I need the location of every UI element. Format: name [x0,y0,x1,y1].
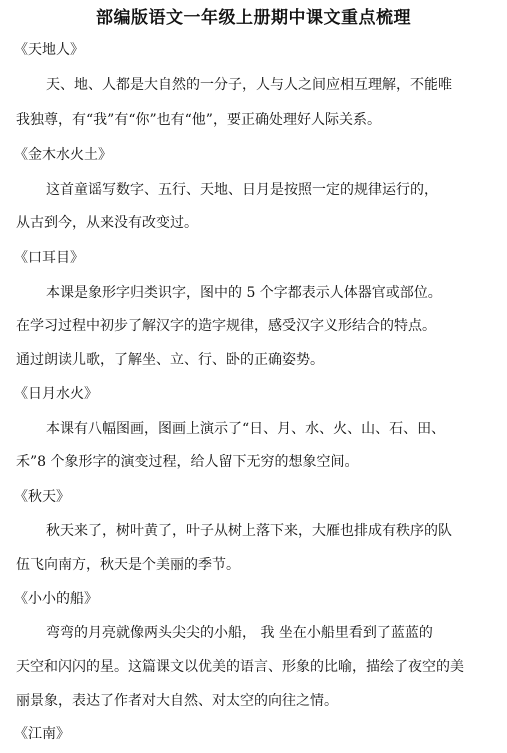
paragraph-line: 伍飞向南方，秋天是个美丽的季节。 [16,557,240,573]
section-heading-tiandiren: 《天地人》 [14,42,84,58]
paragraph-line: 丽景象，表达了作者对大自然、对太空的向往之情。 [16,693,338,709]
paragraph-line: 弯弯的月亮就像两头尖尖的小船， 我 坐在小船里看到了蓝蓝的 [46,625,433,641]
paragraph-line: 秋天来了，树叶黄了，叶子从树上落下来，大雁也排成有秩序的队 [46,523,452,539]
paragraph-line: 本课有八幅图画，图画上演示了“日、月、水、火、山、石、田、 [46,421,446,437]
paragraph-line: 天空和闪闪的星。这篇课文以优美的语言、形象的比喻，描绘了夜空的美 [16,659,464,675]
section-heading-kouermu: 《口耳目》 [14,250,84,266]
paragraph-line: 从古到今，从来没有改变过。 [16,215,198,231]
paragraph-line: 我独尊，有“我”有“你”也有“他”，要正确处理好人际关系。 [16,112,381,128]
paragraph-line: 通过朗读儿歌，了解坐、立、行、卧的正确姿势。 [16,352,324,368]
paragraph-line: 天、地、人都是大自然的一分子，人与人之间应相互理解，不能唯 [46,77,452,93]
section-heading-xiaoxiaodechuan: 《小小的船》 [14,591,98,607]
paragraph-line: 本课是象形字归类识字，图中的 5 个字都表示人体器官或部位。 [46,285,442,301]
section-heading-qiutian: 《秋天》 [14,489,70,505]
paragraph-line: 禾”8 个象形字的演变过程，给人留下无穷的想象空间。 [16,454,359,470]
document-title: 部编版语文一年级上册期中课文重点梳理 [96,8,411,28]
paragraph-line: 这首童谣写数字、五行、天地、日月是按照一定的规律运行的， [46,182,438,198]
section-heading-jinmushuihuotu: 《金木水火土》 [14,147,112,163]
paragraph-line: 在学习过程中初步了解汉字的造字规律，感受汉字义形结合的特点。 [16,318,436,334]
section-heading-jiangnan: 《江南》 [14,726,70,742]
section-heading-riyueshuihuo: 《日月水火》 [14,386,98,402]
